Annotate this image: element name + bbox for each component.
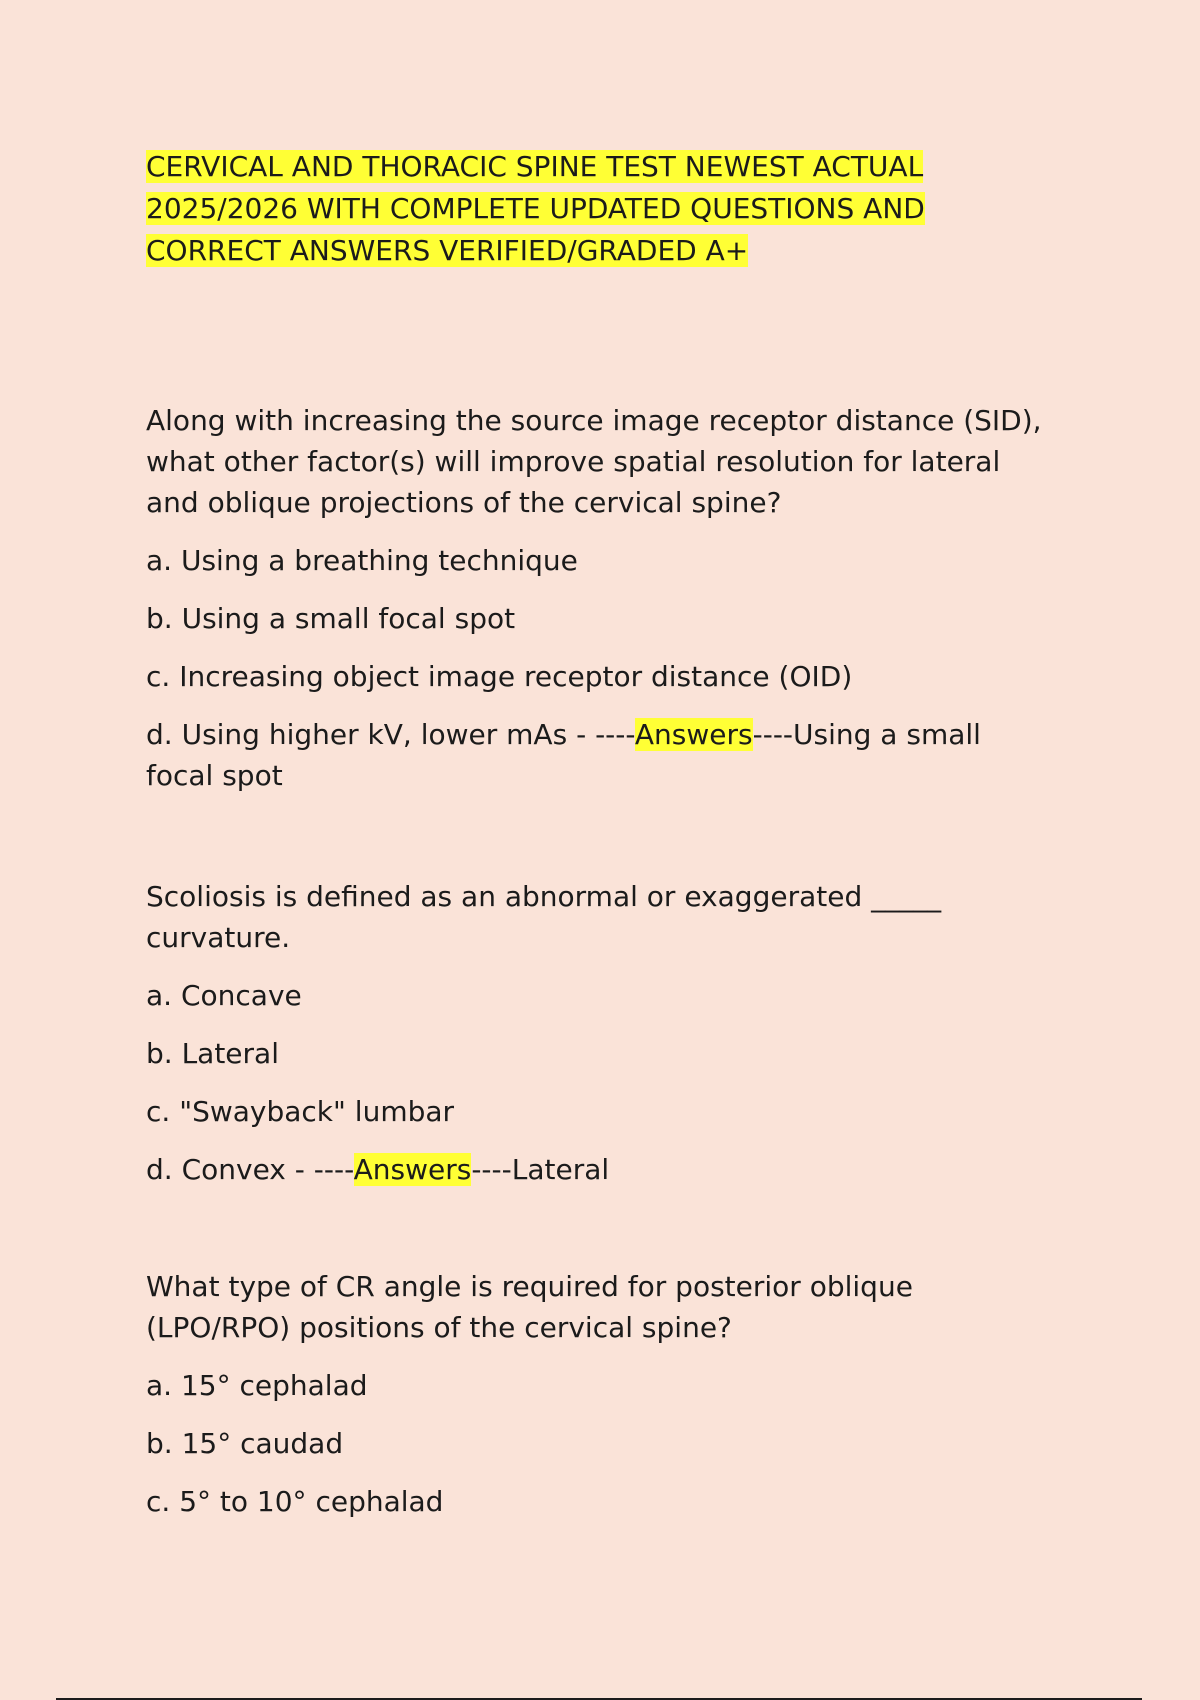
- question-1: [146, 400, 1046, 796]
- option-d-with-answer: [146, 1149, 1046, 1190]
- question-3: [146, 1266, 1046, 1522]
- option-b: b. 15° caudad: [146, 1427, 344, 1460]
- answer-text: ----Using a small focal spot: [146, 718, 981, 792]
- question-stem: Along with increasing the source image receptor distance (SID), what other factor(s) will improve spatial resolution for lateral and oblique projections of the cervical spine?: [146, 404, 1042, 519]
- answer-marker: Answers: [634, 718, 753, 751]
- answer-marker: Answers: [353, 1153, 472, 1186]
- question-2: [146, 876, 1046, 1190]
- option-d-with-answer: [146, 714, 1046, 796]
- answer-text: ----Lateral: [471, 1153, 610, 1186]
- option-a: a. Using a breathing technique: [146, 544, 578, 577]
- question-stem: What type of CR angle is required for posterior oblique (LPO/RPO) positions of the cervical spine?: [146, 1270, 913, 1344]
- title-highlight: CERVICAL AND THORACIC SPINE TEST NEWEST ACTUAL 2025/2026 WITH COMPLETE UPDATED QUESTIONS AND CORRECT ANSWERS VERIFIED/GRADED A+: [146, 150, 925, 267]
- document-title: [146, 146, 1026, 272]
- option-a: a. Concave: [146, 979, 302, 1012]
- option-d: d. Using higher kV, lower mAs - ----: [146, 718, 635, 751]
- question-stem: Scoliosis is defined as an abnormal or exaggerated _____ curvature.: [146, 880, 942, 954]
- option-b: b. Lateral: [146, 1037, 279, 1070]
- option-b: b. Using a small focal spot: [146, 602, 516, 635]
- option-c: c. "Swayback" lumbar: [146, 1095, 455, 1128]
- option-a: a. 15° cephalad: [146, 1369, 368, 1402]
- document-page: [146, 146, 1046, 1518]
- option-d: d. Convex - ----: [146, 1153, 354, 1186]
- option-c: c. Increasing object image receptor distance (OID): [146, 660, 853, 693]
- option-c: c. 5° to 10° cephalad: [146, 1485, 444, 1518]
